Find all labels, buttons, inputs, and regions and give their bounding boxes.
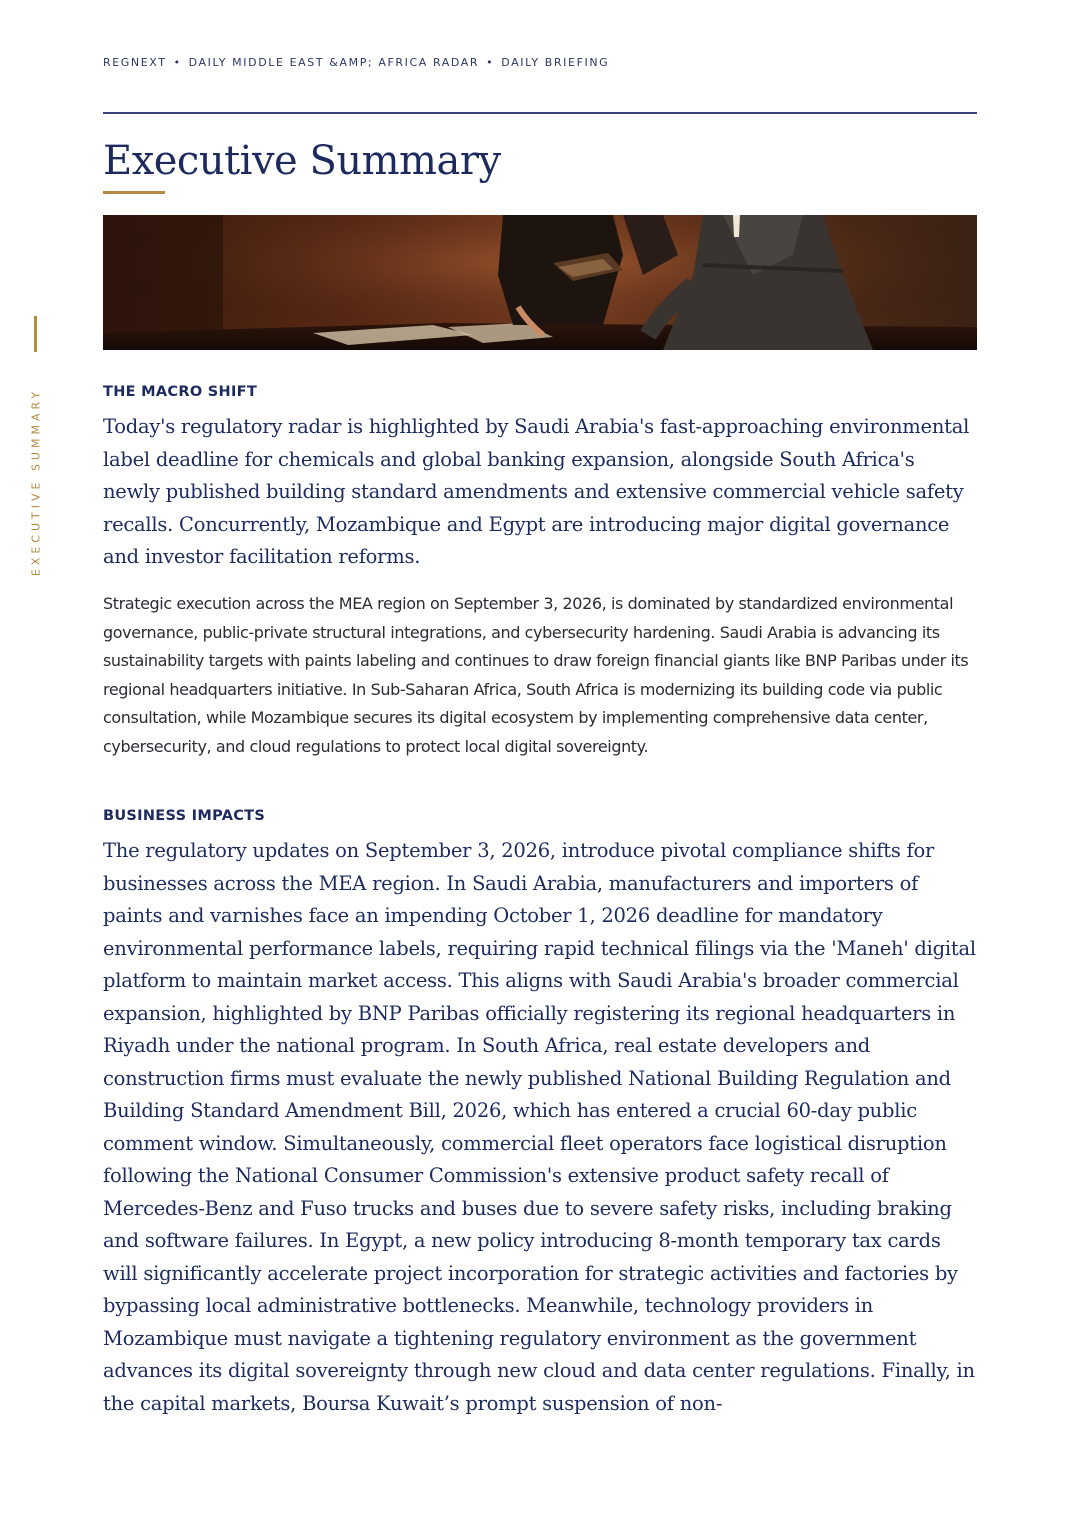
title-accent-underline xyxy=(103,191,165,194)
header-meta xyxy=(103,56,609,69)
meta-separator: • xyxy=(173,56,182,69)
macro-shift-body: Strategic execution across the MEA region on September 3, 2026, is dominated by standardized environmental governance, public-private structural integrations, and cybersecurity hardening. Saudi Arabia is advancing its sustainability targets with paints labeling and continues to draw foreign financial giants like BNP Paribas under its regional headquarters initiative. In Sub-Saharan Africa, South Africa is modernizing its building code via public consultation, while Mozambique secures its digital ecosystem by implementing comprehensive data center, cybersecurity, and cloud regulations to protect local digital sovereignty. xyxy=(103,594,969,756)
header-divider xyxy=(103,112,977,114)
section-label-business-impacts: BUSINESS IMPACTS xyxy=(103,808,266,824)
briefing-type: DAILY BRIEFING xyxy=(501,56,610,69)
business-impacts-lead: The regulatory updates on September 3, 2026, introduce pivotal compliance shifts for businesses across the MEA region. In Saudi Arabia, manufacturers and importers of paints and varnishes face an impending October 1, 2026 deadline for mandatory environmental performance labels, requiring rapid technical filings via the 'Maneh' digital platform to maintain market access. This aligns with Saudi Arabia's broader commercial expansion, highlighted by BNP Paribas officially registering its regional headquarters in Riyadh under the national program. In South Africa, real estate developers and construction firms must evaluate the newly published National Building Regulation and Building Standard Amendment Bill, 2026, which has entered a crucial 60-day public comment window. Simultaneously, commercial fleet operators face logistical disruption following the National Consumer Commission's extensive product safety recall of Mercedes-Benz and Fuso trucks and buses due to severe safety risks, including braking and software failures. In Egypt, a new policy introducing 8-month temporary tax cards will significantly accelerate project incorporation for strategic activities and factories by bypassing local administrative bottlenecks. Meanwhile, technology providers in Mozambique must navigate a tightening regulatory environment as the government advances its digital sovereignty through new cloud and data center regulations. Finally, in the capital markets, Boursa Kuwait’s prompt suspension of non- xyxy=(103,839,976,1415)
sidebar-accent-bar xyxy=(34,316,37,352)
brand-name: REGNEXT xyxy=(103,56,167,69)
hero-image xyxy=(103,215,977,350)
business-impacts-container xyxy=(103,835,977,1420)
macro-shift-lead: Today's regulatory radar is highlighted by Saudi Arabia's fast-approaching environmental label deadline for chemicals and global banking expansion, alongside South Africa's newly published building standard amendments and extensive commercial vehicle safety recalls. Concurrently, Mozambique and Egypt are introducing major digital governance and investor facilitation reforms. xyxy=(103,415,970,568)
sidebar-section-label: EXECUTIVE SUMMARY xyxy=(29,387,43,577)
boardroom-photo-illustration xyxy=(103,215,977,350)
page-title: Executive Summary xyxy=(103,138,501,184)
publication-name: DAILY MIDDLE EAST &AMP; AFRICA RADAR xyxy=(188,56,480,69)
section-label-macro-shift: THE MACRO SHIFT xyxy=(103,384,258,400)
meta-separator: • xyxy=(486,56,495,69)
